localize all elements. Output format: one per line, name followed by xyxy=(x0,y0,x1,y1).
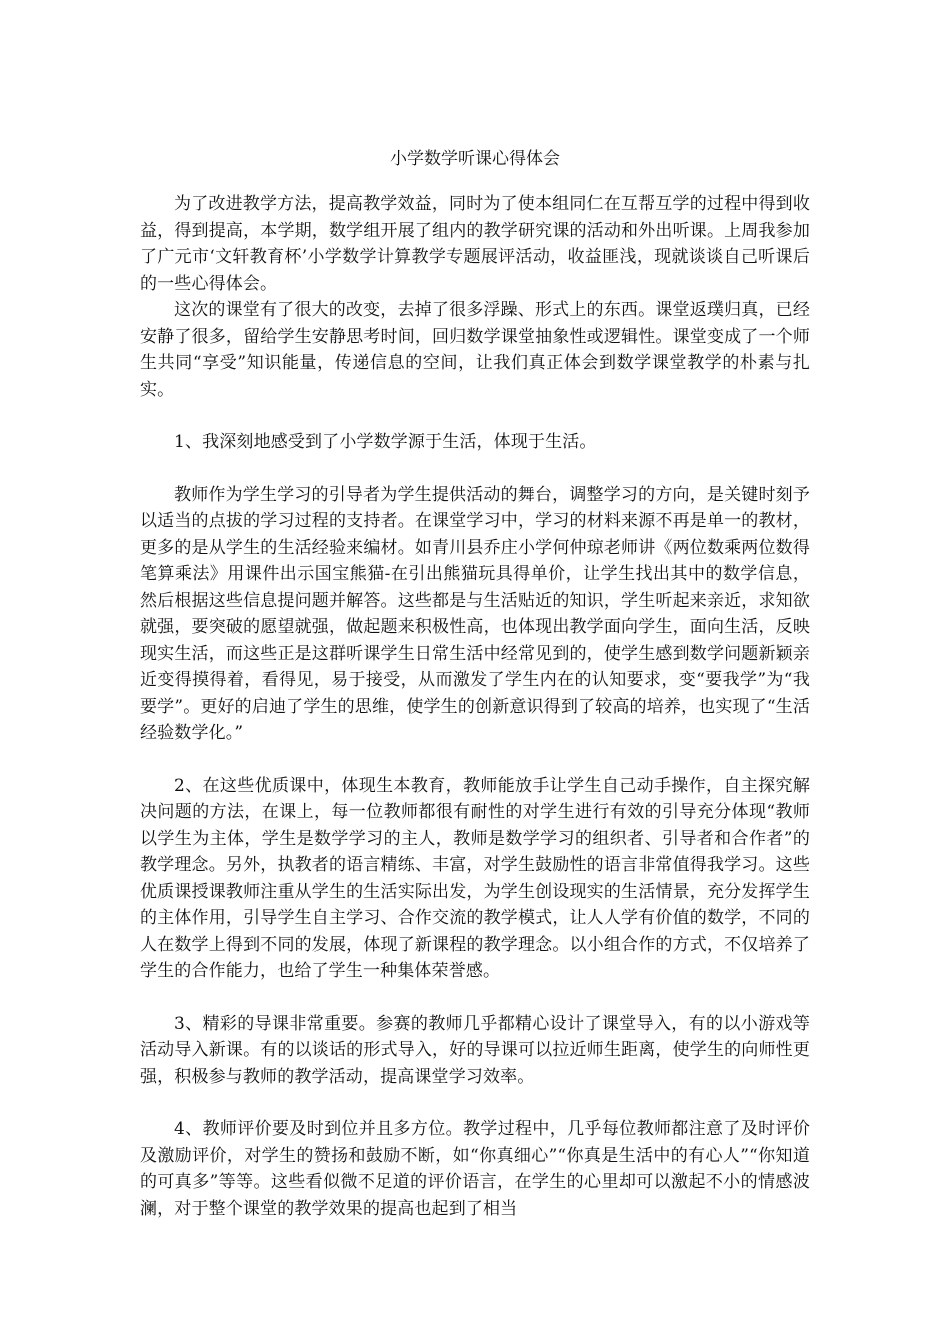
document-title: 小学数学听课心得体会 xyxy=(390,149,560,169)
document-page xyxy=(140,0,810,1222)
paragraph-classroom-change: 这次的课堂有了很大的改变，去掉了很多浮躁、形式上的东西。课堂返璞归真，已经安静了很多，留给学生安静思考时间，回归数学课堂抽象性或逻辑性。课堂变成了一个师生共同“享受”知识能量，传递信息的空间，让我们真正体会到数学课堂教学的朴素与扎实。 xyxy=(140,300,810,400)
paragraph-point-4: 4、教师评价要及时到位并且多方位。教学过程中，几乎每位教师都注意了及时评价及激励评价，对学生的赞扬和鼓励不断，如“你真细心”“你真是生活中的有心人”“你知道的可真多”等等。这些看似微不足道的评价语言，在学生的心里却可以激起不小的情感波澜，对于整个课堂的教学效果的提高也起到了相当 xyxy=(140,1119,810,1219)
paragraph-point-2: 2、在这些优质课中，体现生本教育，教师能放手让学生自己动手操作，自主探究解决问题的方法，在课上，每一位教师都很有耐性的对学生进行有效的引导充分体现“教师以学生为主体，学生是数学学习的主人，教师是数学学习的组织者、引导者和合作者”的教学理念。另外，执教者的语言精练、丰富，对学生鼓励性的语言非常值得我学习。这些优质课授课教师注重从学生的生活实际出发，为学生创设现实的生活情景，充分发挥学生的主体作用，引导学生自主学习、合作交流的教学模式，让人人学有价值的数学，不同的人在数学上得到不同的发展，体现了新课程的教学理念。以小组合作的方式，不仅培养了学生的合作能力，也给了学生一种集体荣誉感。 xyxy=(140,775,810,981)
paragraph-spacer xyxy=(140,403,810,429)
paragraph-point-3: 3、精彩的导课非常重要。参赛的教师几乎都精心设计了课堂导入，有的以小游戏等活动导入新课。有的以谈话的形式导入，好的导课可以拉近师生距离，使学生的向师性更强，积极参与教师的教学活动，提高课堂学习效率。 xyxy=(140,1013,810,1087)
paragraph-intro: 为了改进教学方法，提高教学效益，同时为了使本组同仁在互帮互学的过程中得到收益，得到提高，本学期，数学组开展了组内的教学研究课的活动和外出听课。上周我参加了广元市‘文轩教育杯’小学数学计算教学专题展评活动，收益匪浅，现就谈谈自己听课后的一些心得体会。 xyxy=(140,194,810,294)
paragraph-spacer xyxy=(140,747,810,773)
paragraph-spacer xyxy=(140,1090,810,1116)
paragraph-point-1-body: 教师作为学生学习的引导者为学生提供活动的舞台，调整学习的方向，是关键时刻予以适当的点拔的学习过程的支持者。在课堂学习中，学习的材料来源不再是单一的教材，更多的是从学生的生活经验来编材。如青川县乔庄小学何仲琼老师讲《两位数乘两位数得笔算乘法》用课件出示国宝熊猫-在引出熊猫玩具得单价，让学生找出其中的数学信息，然后根据这些信息提问题并解答。这些都是与生活贴近的知识，学生听起来亲近，求知欲就强，要突破的愿望就强，做起题来积极性高，也体现出教学面向学生，面向生活，反映现实生活，而这些正是这群听课学生日常生活中经常见到的，使学生感到数学问题新颖亲近变得摸得着，看得见，易于接受，从而激发了学生内在的认知要求，变“要我学”为“我要学”。更好的启迪了学生的思维，使学生的创新意识得到了较高的培养，也实现了“生活经验数学化。” xyxy=(140,484,810,743)
paragraph-spacer xyxy=(140,985,810,1011)
paragraph-point-1-heading: 1、我深刻地感受到了小学数学源于生活，体现于生活。 xyxy=(174,432,597,452)
paragraph-spacer xyxy=(140,456,810,482)
